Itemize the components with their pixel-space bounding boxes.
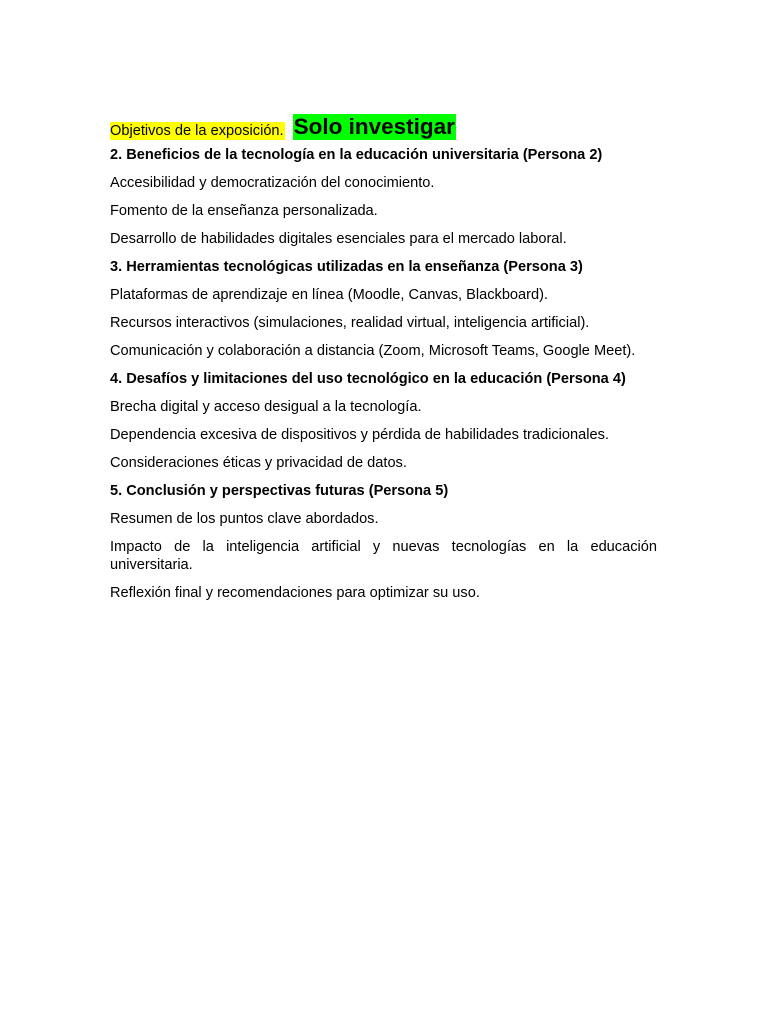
paragraph: Reflexión final y recomendaciones para optimizar su uso.	[110, 585, 480, 601]
paragraph: Brecha digital y acceso desigual a la tecnología.	[110, 399, 422, 415]
paragraph: Desarrollo de habilidades digitales esenciales para el mercado laboral.	[110, 231, 567, 247]
paragraph: Recursos interactivos (simulaciones, realidad virtual, inteligencia artificial).	[110, 315, 590, 331]
paragraph: Accesibilidad y democratización del conocimiento.	[110, 175, 435, 191]
paragraph: Dependencia excesiva de dispositivos y pérdida de habilidades tradicionales.	[110, 427, 609, 443]
paragraph: Fomento de la enseñanza personalizada.	[110, 203, 378, 219]
document-body	[110, 112, 657, 612]
section-heading-conclusion: 5. Conclusión y perspectivas futuras (Persona 5)	[110, 483, 449, 499]
paragraph: Plataformas de aprendizaje en línea (Moodle, Canvas, Blackboard).	[110, 287, 549, 303]
paragraph: Impacto de la inteligencia artificial y nuevas tecnologías en la educación universitaria.	[110, 539, 657, 573]
section-heading-benefits: 2. Beneficios de la tecnología en la educación universitaria (Persona 2)	[110, 147, 603, 163]
objectives-title: Objetivos de la exposición.	[110, 123, 284, 139]
section-heading-challenges: 4. Desafíos y limitaciones del uso tecnológico en la educación (Persona 4)	[110, 371, 626, 387]
paragraph: Resumen de los puntos clave abordados.	[110, 511, 379, 527]
title-line	[110, 112, 657, 140]
paragraph: Comunicación y colaboración a distancia (Zoom, Microsoft Teams, Google Meet).	[110, 343, 636, 359]
research-note: Solo investigar	[293, 114, 455, 139]
section-heading-tools: 3. Herramientas tecnológicas utilizadas en la enseñanza (Persona 3)	[110, 259, 583, 275]
paragraph: Consideraciones éticas y privacidad de datos.	[110, 455, 407, 471]
